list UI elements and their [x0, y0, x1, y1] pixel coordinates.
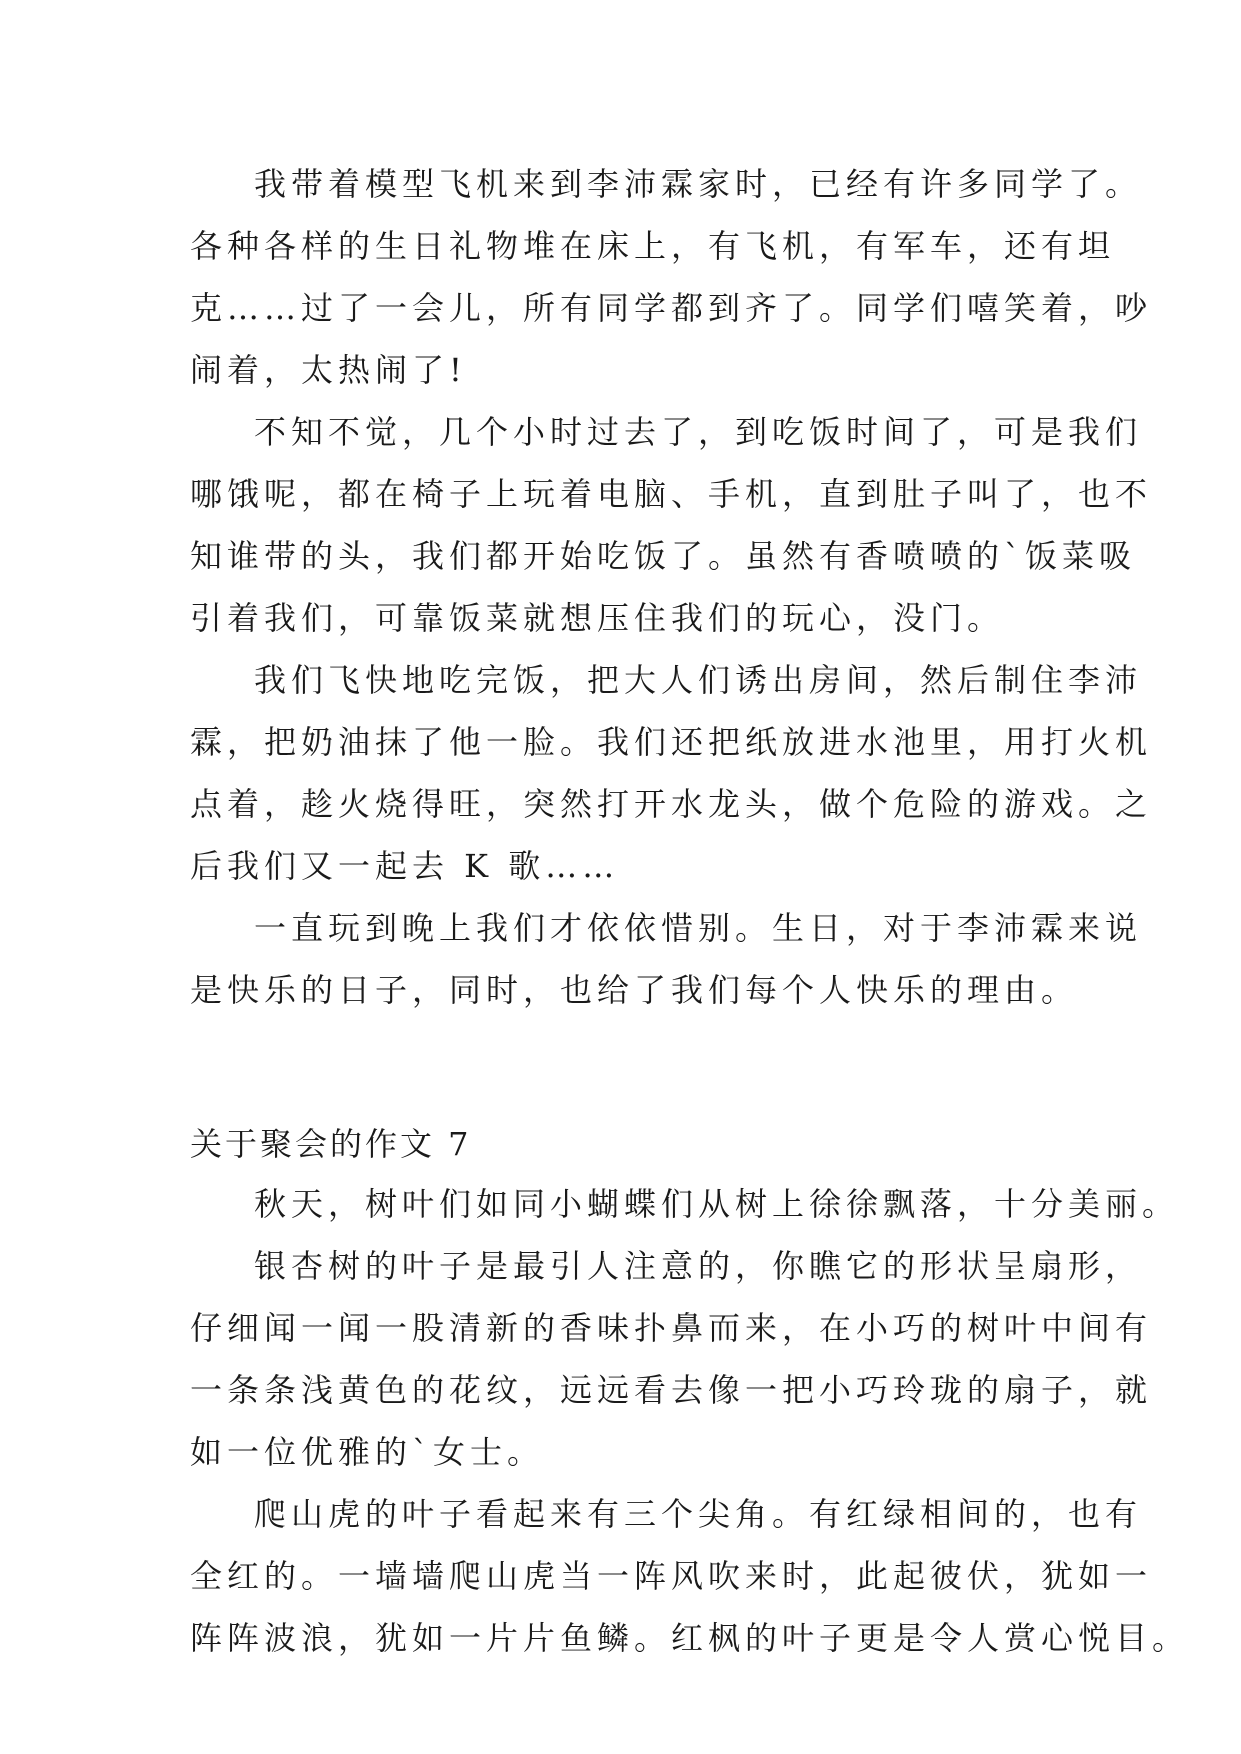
document-body	[190, 153, 1190, 1669]
text-line: 一条条浅黄色的花纹，远远看去像一把小巧玲珑的扇子，就	[190, 1371, 1153, 1409]
paragraph	[190, 153, 1153, 401]
text-line: 克……过了一会儿，所有同学都到齐了。同学们嘻笑着，吵	[190, 289, 1153, 327]
text-line: 我带着模型飞机来到李沛霖家时，已经有许多同学了。	[254, 165, 1143, 203]
text-line: 各种各样的生日礼物堆在床上，有飞机，有军车，还有坦	[190, 227, 1116, 265]
text-line: 点着，趁火烧得旺，突然打开水龙头，做个危险的游戏。之	[190, 785, 1153, 823]
paragraph	[190, 401, 1153, 649]
text-line: 闹着，太热闹了!	[190, 351, 467, 389]
paragraph	[190, 1173, 1180, 1235]
text-line: 如一位优雅的`女士。	[190, 1433, 545, 1471]
text-line: 阵阵波浪，犹如一片片鱼鳞。红枫的叶子更是令人赏心悦目。	[190, 1619, 1190, 1657]
text-line: 霖，把奶油抹了他一脸。我们还把纸放进水池里，用打火机	[190, 723, 1153, 761]
text-line: 引着我们，可靠饭菜就想压住我们的玩心，没门。	[190, 599, 1005, 637]
paragraph	[190, 897, 1143, 1021]
section-gap	[190, 1021, 1070, 1115]
paragraph	[190, 1483, 1190, 1669]
text-line: 知谁带的头，我们都开始吃饭了。虽然有香喷喷的`饭菜吸	[190, 537, 1137, 575]
text-line: 秋天，树叶们如同小蝴蝶们从树上徐徐飘落，十分美丽。	[254, 1185, 1180, 1223]
paragraph	[190, 1235, 1153, 1483]
text-line: 爬山虎的叶子看起来有三个尖角。有红绿相间的，也有	[254, 1495, 1143, 1533]
text-line: 后我们又一起去 K 歌……	[190, 847, 620, 885]
paragraph	[190, 649, 1153, 897]
text-line: 哪饿呢，都在椅子上玩着电脑、手机，直到肚子叫了，也不	[190, 475, 1153, 513]
text-line: 仔细闻一闻一股清新的香味扑鼻而来，在小巧的树叶中间有	[190, 1309, 1153, 1347]
text-line: 我们飞快地吃完饭，把大人们诱出房间，然后制住李沛	[254, 661, 1143, 699]
section-heading: 关于聚会的作文 7	[190, 1125, 472, 1163]
text-line: 一直玩到晚上我们才依依惜别。生日，对于李沛霖来说	[254, 909, 1143, 947]
text-line: 银杏树的叶子是最引人注意的，你瞧它的形状呈扇形，	[254, 1247, 1143, 1285]
text-line: 不知不觉，几个小时过去了，到吃饭时间了，可是我们	[254, 413, 1143, 451]
text-line: 全红的。一墙墙爬山虎当一阵风吹来时，此起彼伏，犹如一	[190, 1557, 1153, 1595]
text-line: 是快乐的日子，同时，也给了我们每个人快乐的理由。	[190, 971, 1079, 1009]
